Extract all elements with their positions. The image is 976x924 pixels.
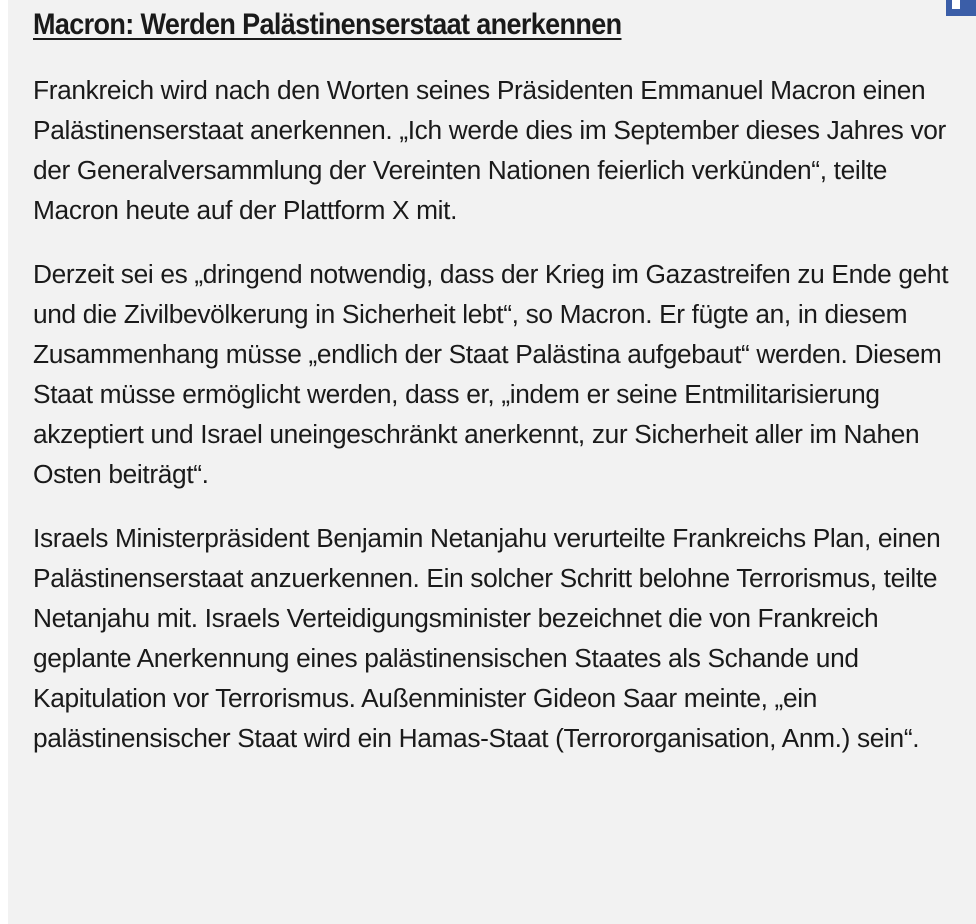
article-paragraph-3: Israels Ministerpräsident Benjamin Netanjahu verurteilte Frankreichs Plan, einen Palästinenserstaat anzuerkennen. Ein solcher Schritt belohne Terrorismus, teilte Netanjahu mit. Israels Verteidigungsminister bezeichnet die von Frankreich geplante Anerkennung eines palästinensischen Staates als Schande und Kapitulation vor Terrorismus. Außenminister Gideon Saar meinte, „ein palästinensischer Staat wird ein Hamas-Staat (Terrororganisation, Anm.) sein“.	[33, 523, 941, 753]
article-content	[33, 4, 958, 758]
article-paragraph-1: Frankreich wird nach den Worten seines Präsidenten Emmanuel Macron einen Palästinenserstaat anerkennen. „Ich werde dies im September dieses Jahres vor der Generalversammlung der Vereinten Nationen feierlich verkünden“, teilte Macron heute auf der Plattform X mit.	[33, 75, 946, 225]
article-headline-link[interactable]: Macron: Werden Palästinenserstaat anerkennen	[33, 8, 622, 41]
article-paragraph-2: Derzeit sei es „dringend notwendig, dass der Krieg im Gazastreifen zu Ende geht und die Zivilbevölkerung in Sicherheit lebt“, so Macron. Er fügte an, in diesem Zusammenhang müsse „endlich der Staat Palästina aufgebaut“ werden. Diesem Staat müsse ermöglicht werden, dass er, „indem er seine Entmilitarisierung akzeptiert und Israel uneingeschränkt anerkennt, zur Sicherheit aller im Nahen Osten beiträgt“.	[33, 259, 949, 489]
